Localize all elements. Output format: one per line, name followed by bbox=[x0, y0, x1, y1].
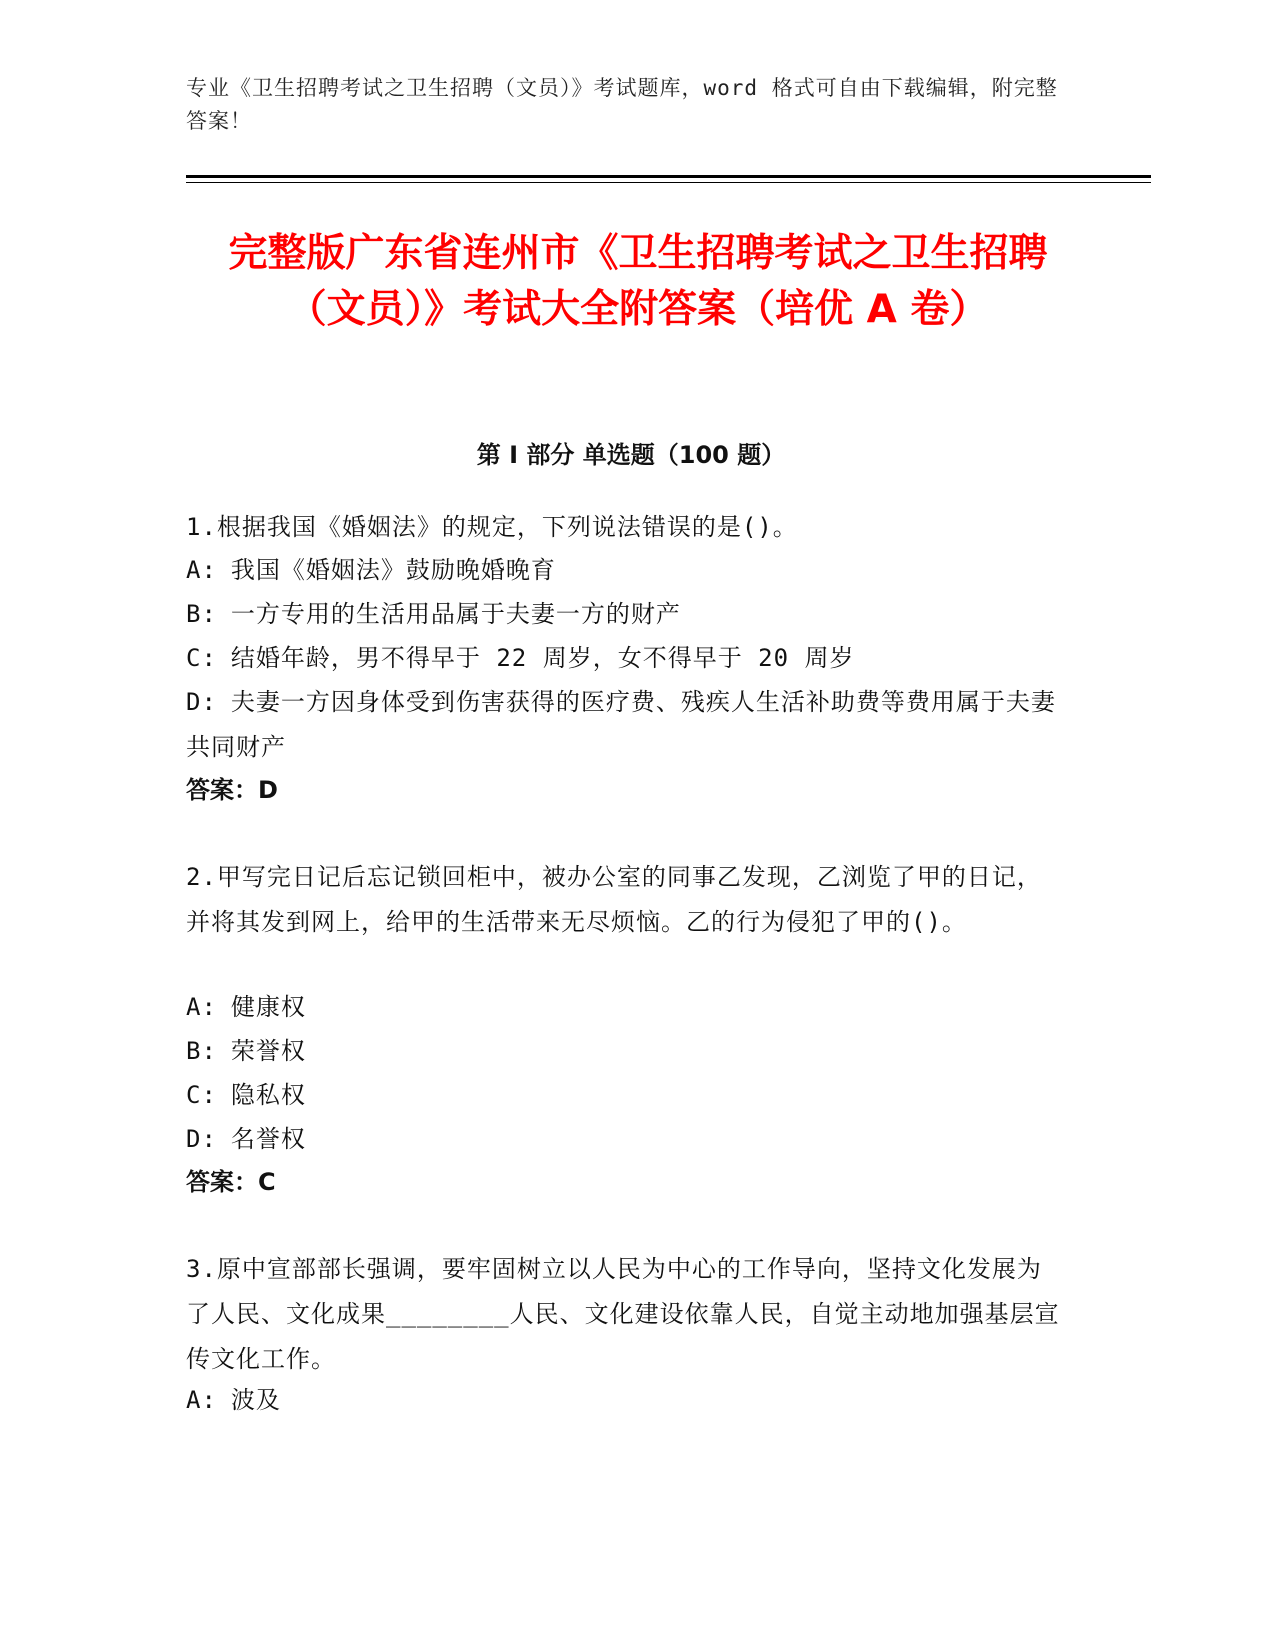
option-label: A: bbox=[186, 556, 217, 584]
option-text: 健康权 bbox=[230, 993, 306, 1021]
option-label: A: bbox=[186, 993, 217, 1021]
question-2-answer: 答案：C bbox=[186, 1168, 276, 1196]
question-3-option-a bbox=[186, 1378, 1066, 1423]
option-label: D: bbox=[186, 688, 217, 716]
option-text: 一方专用的生活用品属于夫妻一方的财产 bbox=[230, 600, 681, 628]
question-2-option-b bbox=[186, 1029, 1066, 1074]
document-title: 完整版广东省连州市《卫生招聘考试之卫生招聘（文员）》考试大全附答案（培优 A 卷） bbox=[228, 231, 1048, 332]
question-1-answer: 答案：D bbox=[186, 776, 278, 804]
option-text: 夫妻一方因身体受到伤害获得的医疗费、残疾人生活补助费等费用属于夫妻共同财产 bbox=[186, 688, 1056, 761]
option-text: 隐私权 bbox=[230, 1081, 306, 1109]
question-1-option-a bbox=[186, 548, 1066, 593]
question-3-text: 3.原中宣部部长强调，要牢固树立以人民为中心的工作导向，坚持文化发展为了人民、文化成果________人民、文化建设依靠人民，自觉主动地加强基层宣传文化工作。 bbox=[186, 1255, 1060, 1373]
option-text: 我国《婚姻法》鼓励晚婚晚育 bbox=[230, 556, 556, 584]
question-2-text: 2.甲写完日记后忘记锁回柜中，被办公室的同事乙发现，乙浏览了甲的日记，并将其发到网上，给甲的生活带来无尽烦恼。乙的行为侵犯了甲的()。 bbox=[186, 863, 1042, 936]
option-text: 结婚年龄，男不得早于 22 周岁，女不得早于 20 周岁 bbox=[230, 644, 855, 672]
option-label: D: bbox=[186, 1125, 217, 1153]
header-note: 专业《卫生招聘考试之卫生招聘（文员）》考试题库，word 格式可自由下载编辑，附完整答案！ bbox=[186, 76, 1058, 133]
option-label: C: bbox=[186, 1081, 217, 1109]
option-label: B: bbox=[186, 600, 217, 628]
question-1-option-b bbox=[186, 592, 1066, 637]
option-label: A: bbox=[186, 1386, 217, 1414]
header-rule-thick bbox=[186, 175, 1151, 178]
question-2-option-d bbox=[186, 1117, 1066, 1162]
option-text: 名誉权 bbox=[230, 1125, 306, 1153]
option-label: B: bbox=[186, 1037, 217, 1065]
question-1-option-c bbox=[186, 636, 1066, 681]
question-2-option-c bbox=[186, 1073, 1066, 1118]
header-rule-thin bbox=[186, 182, 1151, 183]
option-text: 荣誉权 bbox=[230, 1037, 306, 1065]
option-text: 波及 bbox=[230, 1386, 281, 1414]
question-2-option-a bbox=[186, 985, 1066, 1030]
option-label: C: bbox=[186, 644, 217, 672]
section-heading: 第 I 部分 单选题（100 题） bbox=[476, 441, 786, 469]
question-1-text: 1.根据我国《婚姻法》的规定，下列说法错误的是()。 bbox=[186, 513, 798, 541]
question-1-option-d bbox=[186, 680, 1066, 770]
